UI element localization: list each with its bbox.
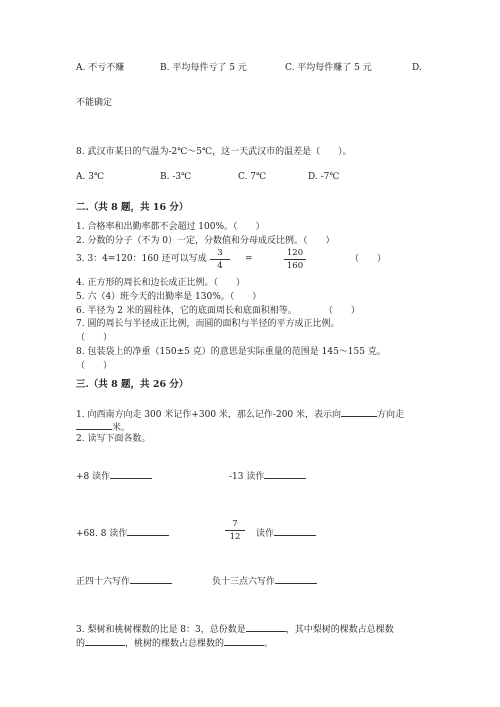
q8-option-d: D. -7℃ <box>308 172 340 182</box>
s2-item-2: 2. 分数的分子（不为 0）一定，分数值和分母成反比例。（ ） <box>76 236 335 246</box>
s3-read-4-label: 读作 <box>256 529 275 539</box>
fraction-denominator: 160 <box>286 261 304 271</box>
s2-item-7: 7. 圆的周长与半径成正比例，而圆的面积与半径的平方成正比例。 <box>76 319 340 329</box>
s3-q3-line2 <box>76 636 273 650</box>
answer-blank[interactable] <box>246 622 286 632</box>
s3-q3-text: 3. 梨树和桃树棵数的比是 8：3，总份数是 <box>76 625 246 635</box>
s3-q1-text-end: 方向走 <box>377 410 405 420</box>
s3-q2: 2. 读写下面各数。 <box>76 434 151 444</box>
s3-read-2-label: -13 读作 <box>229 472 265 482</box>
s2-item-7-paren: （ ） <box>76 333 113 343</box>
q7-option-c: C. 平均每件赚了 5 元 <box>285 63 372 73</box>
s2-item-3: 3. 3：4=120：160 还可以写成 <box>76 254 207 264</box>
answer-blank[interactable] <box>224 636 264 646</box>
s2-item-8: 8. 包装袋上的净重（150±5 克）的意思是实际重量的范围是 145～155 克。 <box>76 347 386 357</box>
s3-write-2-label: 负十三点六写作 <box>212 577 276 587</box>
fraction-numerator: 3 <box>217 248 223 258</box>
q7-option-b: B. 平均每件亏了 5 元 <box>160 63 247 73</box>
s2-item-8-paren: （ ） <box>76 361 113 371</box>
s3-read-3 <box>76 526 169 540</box>
answer-blank[interactable] <box>275 574 317 584</box>
section2-title: 二.（共 8 题，共 16 分） <box>76 202 189 213</box>
answer-blank[interactable] <box>85 636 125 646</box>
s3-read-3-label: +68. 8 读作 <box>76 529 128 539</box>
s3-write-1 <box>76 574 172 588</box>
answer-blank[interactable] <box>76 420 112 430</box>
answer-blank[interactable] <box>130 574 172 584</box>
fraction-denominator: 12 <box>229 532 241 542</box>
s3-q3-text-b: ，桃树的棵数占总棵数的 <box>125 639 225 649</box>
q8-option-c: C. 7℃ <box>238 172 267 182</box>
q8-stem: 8. 武汉市某日的气温为-2℃～5℃，这一天武汉市的温差是（ ）。 <box>76 147 352 157</box>
answer-blank[interactable] <box>341 407 377 417</box>
fraction-denominator: 4 <box>217 261 223 271</box>
s2-item-6: 6. 半径为 2 米的圆柱体，它的底面周长和底面积相等。 （ ） <box>76 306 360 316</box>
s3-read-4-fraction <box>225 519 245 542</box>
s3-q3-text-a: 的 <box>76 639 86 649</box>
s3-q1-line2-end: 米。 <box>112 423 131 433</box>
q7-option-a: A. 不亏不赚 <box>76 63 125 73</box>
answer-blank[interactable] <box>274 526 316 536</box>
q7-option-d-letter: D. <box>412 63 422 73</box>
q7-option-d-text: 不能确定 <box>76 98 113 108</box>
s2-item3-paren: （ ） <box>350 254 387 264</box>
answer-blank[interactable] <box>264 469 306 479</box>
s3-q1-line2 <box>76 420 130 434</box>
fraction-numerator: 120 <box>286 248 304 258</box>
s3-q3-text-mid: ，其中梨树的棵数占总棵数 <box>285 625 394 635</box>
s3-read-1 <box>76 469 152 483</box>
s3-q3-line1 <box>76 622 394 636</box>
section3-title: 三.（共 8 题，共 26 分） <box>76 379 189 390</box>
s3-read-1-label: +8 读作 <box>76 472 111 482</box>
s2-item3-fraction-2 <box>284 248 306 271</box>
answer-blank[interactable] <box>110 469 152 479</box>
s3-write-2 <box>212 574 317 588</box>
s2-item3-fraction-1 <box>210 248 230 271</box>
s2-item-5: 5. 六（4）班今天的出勤率是 130%。（ ） <box>76 292 262 302</box>
q8-option-a: A. 3℃ <box>76 172 105 182</box>
s3-read-4 <box>256 526 316 540</box>
s3-q1-text: 1. 向西南方向走 300 米记作+300 米，那么记作-200 米，表示向 <box>76 410 342 420</box>
s3-read-2 <box>229 469 306 483</box>
s2-item3-equals: = <box>245 254 253 264</box>
s2-item-4: 4. 正方形的周长和边长成正比例。（ ） <box>76 278 245 288</box>
s2-item-1: 1. 合格率和出勤率都不会超过 100%。（ ） <box>76 222 265 232</box>
s3-write-1-label: 正四十六写作 <box>76 577 131 587</box>
answer-blank[interactable] <box>127 526 169 536</box>
s3-q1-line1 <box>76 407 404 421</box>
s3-q3-text-end: 。 <box>264 639 274 649</box>
fraction-numerator: 7 <box>232 519 238 529</box>
q8-option-b: B. -3℃ <box>160 172 192 182</box>
